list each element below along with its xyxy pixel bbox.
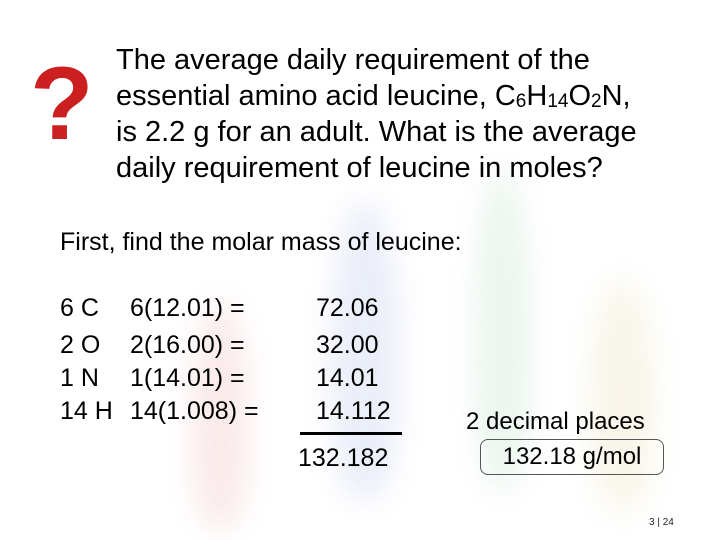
question-line: essential amino acid leucine, $C_6H_{14}O_2N$,: [116, 80, 631, 112]
question-line: The average daily requirement of the: [116, 44, 590, 76]
atom-label: 2 O: [60, 331, 101, 359]
decimal-note: 2 decimal places: [466, 408, 645, 435]
atom-label: 1 N: [60, 364, 99, 392]
intro-text: First, find the molar mass of leucine:: [60, 228, 462, 256]
atom-mass: 32.00: [316, 331, 379, 359]
question-line: daily requirement of leucine in moles?: [116, 152, 603, 184]
atom-expression: 2(16.00) =: [130, 331, 245, 359]
sum-divider: [300, 432, 402, 435]
question-line: is 2.2 g for an adult. What is the average: [116, 116, 637, 148]
atom-expression: 6(12.01) =: [130, 294, 245, 322]
atom-expression: 14(1.008) =: [130, 397, 259, 425]
atom-mass: 72.06: [316, 294, 379, 322]
atom-label: 6 C: [60, 294, 99, 322]
question-text: [116, 42, 706, 186]
atom-label: 14 H: [60, 397, 113, 425]
atom-mass: 14.112: [316, 397, 391, 425]
atom-mass: 14.01: [316, 364, 379, 392]
calc-row: [0, 362, 720, 394]
calc-row: [0, 292, 720, 324]
answer-box: 132.18 g/mol: [480, 439, 664, 475]
question-mark-icon: ?: [30, 46, 94, 162]
atom-expression: 1(14.01) =: [130, 364, 245, 392]
page-number: 3 | 24: [649, 517, 674, 528]
total-mass: 132.182: [298, 444, 389, 472]
calc-row: [0, 329, 720, 361]
